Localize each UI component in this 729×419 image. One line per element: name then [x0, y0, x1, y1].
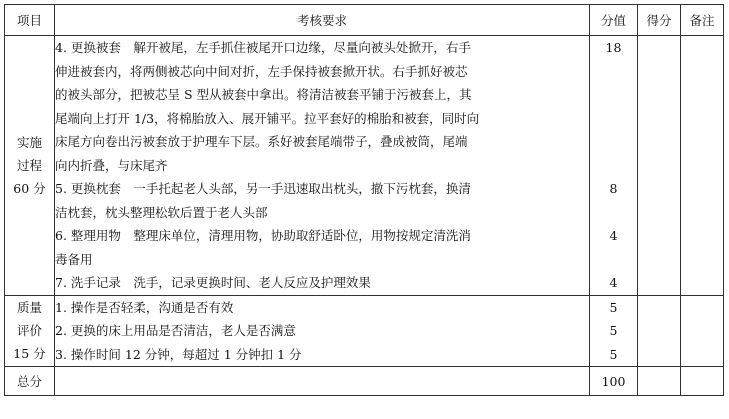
requirement-line: 尾端向上打开 1/3，将棉胎放入、展开铺平。拉平套好的棉胎和被套，同时向	[55, 110, 480, 126]
requirement-line: 5. 更换枕套 一手托起老人头部，另一手迅速取出枕头，撤下污枕套，换清	[55, 181, 471, 196]
score-value: 8	[609, 181, 618, 196]
total-remarks-cell[interactable]	[681, 367, 724, 396]
category-line: 评价	[16, 323, 42, 339]
score-value: 5	[609, 299, 618, 315]
requirement-line: 床尾方向卷出污被套放于护理车下层。系好被套尾端带子，叠成被筒，尾端	[55, 134, 468, 149]
quality-remarks-cell[interactable]	[681, 295, 724, 367]
requirement-line: 1. 操作是否轻柔，沟通是否有效	[55, 299, 234, 315]
header-obtained: 得分	[638, 5, 681, 36]
requirement-line: 向内折叠，与床尾齐	[55, 157, 168, 173]
score-value: 5	[609, 323, 618, 338]
implementation-category	[5, 36, 55, 296]
category-line: 过程	[16, 157, 42, 173]
category-line: 质量	[16, 300, 42, 316]
score-value: 18	[605, 40, 622, 55]
requirement-line: 4. 更换被套 解开被尾，左手抓住被尾开口边缘，尽量向被头处掀开，右手	[55, 40, 471, 55]
total-obtained-cell[interactable]	[638, 367, 681, 396]
header-row	[5, 5, 724, 36]
requirement-line: 洁枕套，枕头整理松软后置于老人头部	[55, 204, 268, 220]
quality-category	[5, 295, 55, 367]
requirement-line: 3. 操作时间 12 分钟，每超过 1 分钟扣 1 分	[55, 346, 302, 362]
total-requirements-cell	[55, 367, 590, 396]
requirement-line: 7. 洗手记录 洗手，记录更换时间、老人反应及护理效果	[55, 275, 371, 290]
requirement-line: 的被头部分，把被芯呈 S 型从被套中拿出。将清洁被套平铺于污被套上，其	[55, 87, 472, 102]
category-line: 60 分	[13, 180, 46, 196]
assessment-table	[4, 4, 724, 396]
implementation-obtained-cell[interactable]	[638, 36, 681, 296]
implementation-remarks-cell[interactable]	[681, 36, 724, 296]
score-value: 5	[609, 346, 618, 362]
quality-obtained-cell[interactable]	[638, 295, 681, 367]
header-item: 项目	[5, 5, 55, 36]
requirement-line: 伸进被套内，将两侧被芯向中间对折，左手保持被套掀开状。右手抓好被芯	[55, 63, 468, 79]
quality-row	[5, 295, 724, 367]
total-label: 总分	[5, 367, 55, 396]
requirement-line: 毒备用	[55, 251, 93, 267]
score-value: 4	[609, 228, 618, 243]
header-remarks: 备注	[681, 5, 724, 36]
quality-requirements	[55, 295, 590, 367]
category-line: 实施	[16, 134, 42, 150]
requirement-line: 2. 更换的床上用品是否清洁，老人是否满意	[55, 323, 296, 338]
implementation-requirements	[55, 36, 590, 296]
total-score: 100	[590, 367, 638, 396]
requirement-line: 6. 整理用物 整理床单位，清理用物，协助取舒适卧位，用物按规定清洗消	[55, 228, 471, 243]
header-requirements: 考核要求	[55, 5, 590, 36]
header-score: 分值	[590, 5, 638, 36]
category-line: 15 分	[13, 346, 46, 362]
total-row	[5, 367, 724, 396]
implementation-scores	[590, 36, 638, 296]
score-value: 4	[609, 275, 618, 290]
implementation-row	[5, 36, 724, 296]
quality-scores	[590, 295, 638, 367]
